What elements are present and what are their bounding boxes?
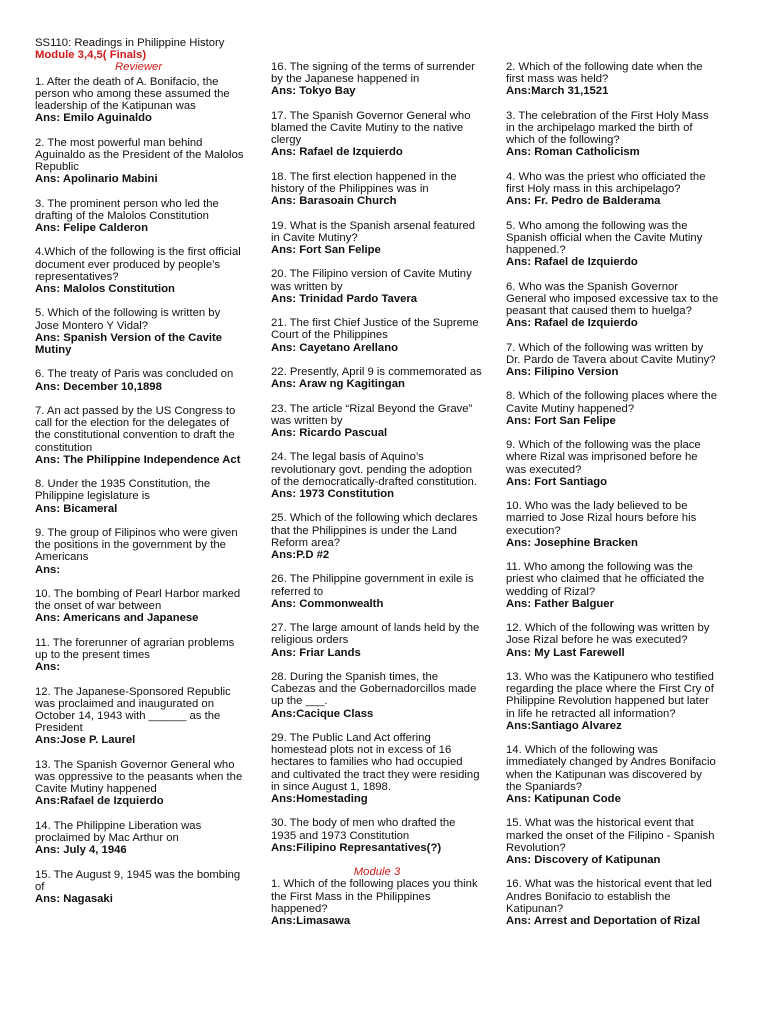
qa-item bbox=[506, 220, 720, 269]
qa-item bbox=[506, 671, 720, 732]
question-text: 8. Which of the following places where the Cavite Mutiny happened? bbox=[506, 390, 717, 415]
qa-item bbox=[506, 110, 720, 159]
question-text: 9. Which of the following was the place where Rizal was imprisoned before he was executed? bbox=[506, 439, 701, 476]
answer-text: Ans: My Last Farewell bbox=[506, 646, 625, 659]
answer-text: Ans: Fort Santiago bbox=[506, 475, 608, 488]
qa-list bbox=[35, 76, 247, 906]
qa-item bbox=[35, 869, 247, 906]
answer-text: Ans: Arrest and Deportation of Rizal bbox=[506, 915, 701, 927]
answer-text: Ans: Americans and Japanese bbox=[35, 612, 199, 625]
question-text: 27. The large amount of lands held by the religious orders bbox=[271, 622, 480, 647]
question-text: 29. The Public Land Act offering homestead plots not in excess of 16 hectares to families who had occupied and cultivated the tract they were residing in since August 1, 1898. bbox=[271, 731, 480, 793]
qa-item bbox=[271, 171, 483, 208]
answer-text: Ans: Katipunan Code bbox=[506, 793, 621, 805]
question-text: 10. Who was the lady believed to be married to Jose Rizal hours before his execution? bbox=[506, 500, 697, 537]
qa-item bbox=[506, 439, 720, 488]
qa-item bbox=[506, 817, 720, 866]
answer-text: Ans: Commonwealth bbox=[271, 597, 384, 610]
question-text: 16. What was the historical event that led Andres Bonifacio to establish the Katipunan? bbox=[506, 878, 712, 915]
question-text: 1. Which of the following places you think the First Mass in the Philippines happened? bbox=[271, 878, 478, 915]
question-text: 13. The Spanish Governor General who was oppressive to the peasants when the Cavite Mutiny happened bbox=[35, 758, 243, 796]
qa-item bbox=[271, 451, 483, 500]
qa-item bbox=[506, 390, 720, 427]
question-text: 15. The August 9, 1945 was the bombing of bbox=[35, 868, 241, 893]
answer-text: Ans: Rafael de Izquierdo bbox=[506, 317, 638, 330]
question-text: 26. The Philippine government in exile is referred to bbox=[271, 573, 474, 598]
question-text: 20. The Filipino version of Cavite Mutiny was written by bbox=[271, 268, 472, 293]
answer-text: Ans: Fort San Felipe bbox=[506, 414, 616, 427]
qa-item bbox=[271, 622, 483, 659]
qa-item bbox=[35, 759, 247, 808]
question-text: 3. The prominent person who led the drafting of the Malolos Constitution bbox=[35, 197, 219, 222]
qa-item bbox=[506, 622, 720, 659]
qa-item bbox=[506, 561, 720, 610]
answer-text: Ans: Rafael de Izquierdo bbox=[271, 146, 403, 159]
answer-text: Ans: Araw ng Kagitingan bbox=[271, 378, 405, 391]
question-text: 14. The Philippine Liberation was proclaimed by Mac Arthur on bbox=[35, 819, 202, 844]
question-text: 3. The celebration of the First Holy Mass in the archipelago marked the birth of which of the following? bbox=[506, 109, 709, 147]
qa-item bbox=[506, 281, 720, 330]
qa-item bbox=[506, 744, 720, 805]
question-text: 19. What is the Spanish arsenal featured in Cavite Mutiny? bbox=[271, 219, 476, 244]
question-text: 10. The bombing of Pearl Harbor marked the onset of war between bbox=[35, 588, 241, 613]
column-3 bbox=[506, 61, 720, 939]
answer-text: Ans: Malolos Constitution bbox=[35, 283, 175, 296]
question-text: 28. During the Spanish times, the Cabezas and the Gobernadorcillos made up the ___. bbox=[271, 670, 477, 708]
qa-item bbox=[271, 317, 483, 354]
question-text: 12. The Japanese-Sponsored Republic was proclaimed and inaugurated on October 14, 1943 with ______ as the President bbox=[35, 685, 231, 735]
qa-item bbox=[35, 820, 247, 857]
qa-item bbox=[35, 198, 247, 235]
answer-text: Ans:Filipino Represantatives(?) bbox=[271, 841, 442, 854]
answer-text: Ans: Trinidad Pardo Tavera bbox=[271, 292, 418, 305]
answer-text: Ans: Father Balguer bbox=[506, 597, 614, 610]
answer-text: Ans: bbox=[35, 661, 61, 674]
question-text: 14. Which of the following was immediately changed by Andres Bonifacio when the Katipunan was discovered by the Spaniards? bbox=[506, 744, 716, 793]
reviewer-label: Reviewer bbox=[115, 61, 163, 74]
question-text: 15. What was the historical event that marked the onset of the Filipino - Spanish Revolution? bbox=[506, 817, 715, 854]
answer-text: Ans: bbox=[35, 563, 61, 576]
answer-text: Ans: Spanish Version of the Cavite Mutiny bbox=[35, 331, 223, 357]
qa-item bbox=[271, 61, 483, 98]
qa-item bbox=[271, 817, 483, 854]
answer-text: Ans: Rafael de Izquierdo bbox=[506, 256, 638, 269]
column-1 bbox=[35, 37, 247, 917]
question-text: 12. Which of the following was written by Jose Rizal before he was executed? bbox=[506, 622, 710, 647]
qa-item bbox=[271, 366, 483, 390]
answer-text: Ans:Cacique Class bbox=[271, 707, 374, 720]
qa-item bbox=[35, 405, 247, 466]
question-text: 2. Which of the following date when the first mass was held? bbox=[506, 61, 703, 86]
question-text: 11. Who among the following was the priest who claimed that he officiated the wedding of Rizal? bbox=[506, 561, 705, 598]
question-text: 6. Who was the Spanish Governor General who imposed excessive tax to the peasant that caused them to huelga? bbox=[506, 280, 719, 317]
qa-item bbox=[271, 268, 483, 305]
qa-item bbox=[506, 342, 720, 379]
answer-text: Ans:Santiago Alvarez bbox=[506, 719, 622, 732]
answer-text: Ans:P.D #2 bbox=[271, 548, 330, 561]
answer-text: Ans: Apolinario Mabini bbox=[35, 173, 158, 186]
qa-list bbox=[271, 878, 483, 927]
question-text: 18. The first election happened in the history of the Philippines was in bbox=[271, 170, 457, 195]
answer-text: Ans: Bicameral bbox=[35, 502, 118, 515]
qa-item bbox=[35, 368, 247, 392]
qa-item bbox=[35, 76, 247, 125]
qa-item bbox=[35, 246, 247, 295]
question-text: 11. The forerunner of agrarian problems up to the present times bbox=[35, 636, 235, 661]
answer-text: Ans:Jose P. Laurel bbox=[35, 734, 136, 747]
answer-text: Ans:Homestading bbox=[271, 792, 368, 805]
question-text: 25. Which of the following which declares that the Philippines is under the Land Reform area? bbox=[271, 512, 478, 549]
question-text: 13. Who was the Katipunero who testified regarding the place where the First Cry of Philippine Revolution happened but later in life he retracted all information? bbox=[506, 670, 714, 720]
column-2 bbox=[271, 61, 483, 939]
qa-item bbox=[35, 527, 247, 576]
question-text: 2. The most powerful man behind Aguinaldo as the President of the Malolos Republic bbox=[35, 136, 244, 174]
qa-item bbox=[271, 220, 483, 257]
answer-text: Ans: Josephine Bracken bbox=[506, 536, 638, 549]
question-text: 22. Presently, April 9 is commemorated as bbox=[271, 365, 482, 378]
answer-text: Ans: Barasoain Church bbox=[271, 195, 397, 208]
question-text: 30. The body of men who drafted the 1935 and 1973 Constitution bbox=[271, 817, 456, 842]
question-text: 5. Which of the following is written by Jose Montero Y Vidal? bbox=[35, 307, 221, 332]
answer-text: Ans:March 31,1521 bbox=[506, 85, 609, 98]
question-text: 17. The Spanish Governor General who blamed the Cavite Mutiny to the native clergy bbox=[271, 109, 471, 147]
answer-text: Ans: Roman Catholicism bbox=[506, 146, 640, 159]
question-text: 8. Under the 1935 Constitution, the Philippine legislature is bbox=[35, 478, 211, 503]
qa-item bbox=[506, 171, 720, 208]
qa-list bbox=[271, 61, 483, 854]
answer-text: Ans: Filipino Version bbox=[506, 366, 619, 378]
answer-text: Ans: Emilo Aguinaldo bbox=[35, 112, 152, 125]
answer-text: Ans: Tokyo Bay bbox=[271, 85, 356, 98]
qa-item bbox=[271, 671, 483, 720]
course-title: SS110: Readings in Philippine History bbox=[35, 37, 225, 49]
answer-text: Ans:Rafael de Izquierdo bbox=[35, 795, 164, 808]
answer-text: Ans: July 4, 1946 bbox=[35, 844, 127, 857]
question-text: 6. The treaty of Paris was concluded on bbox=[35, 368, 234, 381]
answer-text: Ans: December 10,1898 bbox=[35, 380, 162, 393]
answer-text: Ans: Ricardo Pascual bbox=[271, 426, 388, 439]
answer-text: Ans: 1973 Constitution bbox=[271, 487, 395, 500]
question-text: 5. Who among the following was the Spanish official when the Cavite Mutiny happened.? bbox=[506, 219, 703, 256]
module-3-heading: Module 3 bbox=[353, 866, 401, 879]
answer-text: Ans: The Philippine Independence Act bbox=[35, 453, 241, 466]
qa-item bbox=[35, 307, 247, 356]
qa-item bbox=[35, 137, 247, 186]
answer-text: Ans: Fr. Pedro de Balderama bbox=[506, 195, 661, 208]
qa-item bbox=[35, 637, 247, 674]
qa-item bbox=[271, 732, 483, 805]
question-text: 4. Who was the priest who officiated the first Holy mass in this archipelago? bbox=[506, 170, 706, 195]
question-text: 7. An act passed by the US Congress to call for the election for the delegates of the constitutional convention to draft the constitution bbox=[35, 405, 236, 454]
question-text: 23. The article “Rizal Beyond the Grave” was written by bbox=[271, 402, 473, 427]
answer-text: Ans: Felipe Calderon bbox=[35, 222, 148, 235]
qa-item bbox=[271, 573, 483, 610]
module-title: Module 3,4,5( Finals) bbox=[35, 49, 147, 62]
question-text: 24. The legal basis of Aquino’s revolutionary govt. pending the adoption of the democratically-drafted constitution. bbox=[271, 451, 477, 488]
qa-item bbox=[271, 512, 483, 561]
qa-item bbox=[271, 403, 483, 440]
question-text: 4.Which of the following is the first official document ever produced by people’s representatives? bbox=[35, 246, 241, 283]
qa-list bbox=[506, 61, 720, 927]
question-text: 1. After the death of A. Bonifacio, the person who among these assumed the leadership of the Katipunan was bbox=[35, 75, 230, 113]
qa-item bbox=[271, 878, 483, 927]
answer-text: Ans: Cayetano Arellano bbox=[271, 341, 399, 354]
qa-item bbox=[35, 588, 247, 625]
qa-item bbox=[506, 61, 720, 98]
qa-item bbox=[506, 500, 720, 549]
answer-text: Ans: Discovery of Katipunan bbox=[506, 854, 661, 866]
qa-item bbox=[271, 110, 483, 159]
question-text: 9. The group of Filipinos who were given the positions in the government by the Americans bbox=[35, 527, 238, 564]
question-text: 21. The first Chief Justice of the Supreme Court of the Philippines bbox=[271, 317, 479, 342]
answer-text: Ans:Limasawa bbox=[271, 914, 351, 927]
qa-item bbox=[506, 878, 720, 927]
question-text: 16. The signing of the terms of surrender by the Japanese happened in bbox=[271, 61, 475, 86]
qa-item bbox=[35, 686, 247, 747]
answer-text: Ans: Friar Lands bbox=[271, 646, 361, 659]
question-text: 7. Which of the following was written by Dr. Pardo de Tavera about Cavite Mutiny? bbox=[506, 341, 716, 366]
qa-item bbox=[35, 478, 247, 515]
answer-text: Ans: Nagasaki bbox=[35, 893, 113, 905]
answer-text: Ans: Fort San Felipe bbox=[271, 244, 381, 256]
